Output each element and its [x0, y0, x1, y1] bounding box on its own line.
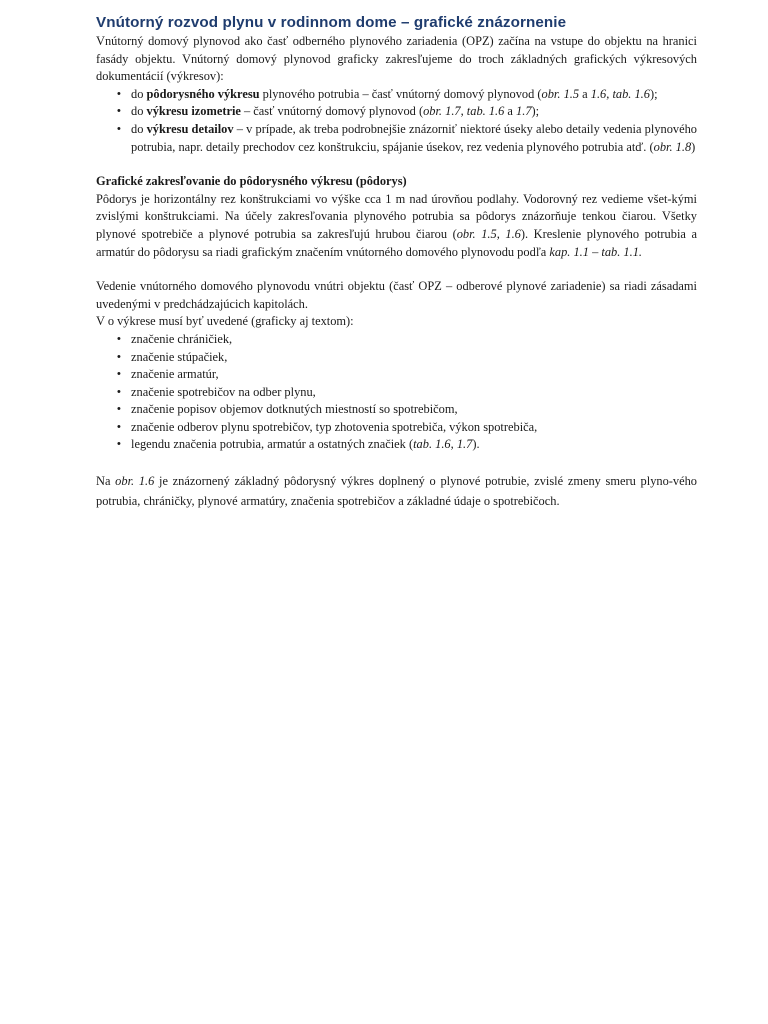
list-item: • značenie armatúr, [96, 366, 697, 384]
list-item: • do výkresu detailov – v prípade, ak treba podrobnejšie znázorniť niektoré úseky alebo detaily vedenia plynového potrubia, napr. detaily prechodov cez konštrukciu, spájanie úsekov, rez vedenia plynového potrubia atď. (obr. 1.8) [96, 121, 697, 156]
spacer [96, 454, 697, 471]
list-item: • značenie spotrebičov na odber plynu, [96, 384, 697, 402]
document-content [96, 13, 697, 511]
requirements-list [96, 331, 697, 454]
paragraph-requirements: V o výkrese musí byť uvedené (graficky aj textom): [96, 314, 354, 329]
list-item: • legendu značenia potrubia, armatúr a ostatných značiek (tab. 1.6, 1.7). [96, 436, 697, 454]
list-item: • do výkresu izometrie – časť vnútorný domový plynovod (obr. 1.7, tab. 1.6 a 1.7); [96, 103, 697, 121]
section-paragraph: Pôdorys je horizontálny rez konštrukciami vo výške cca 1 m nad úrovňou podlahy. Vodorovný rez vedieme všet-kými zvislými konštrukciami. Na účely zakresľovania plynového potrubia sa pôdorys znázorňuje tenkou čiarou. Všetky plynové spotrebiče a plynové potrubia sa zakresľujú hrubou čiarou (obr. 1.5, 1.6). Kreslenie plynového potrubia a armatúr do pôdorysu sa riadi grafickým značením vnútorného domového plynovodu podľa kap. 1.1 – tab. 1.1. [96, 191, 697, 259]
drawing-types-list [96, 86, 697, 156]
final-paragraph: Na obr. 1.6 je znázornený základný pôdorysný výkres doplnený o plynové potrubie, zvislé zmeny smeru plyno-vého potrubia, chráničky, plynové armatúry, značenia spotrebičov a základné údaje o spotrebičoch. [96, 474, 697, 509]
list-item: • značenie popisov objemov dotknutých miestností so spotrebičom, [96, 401, 697, 419]
paragraph-routing: Vedenie vnútorného domového plynovodu vnútri objektu (časť OPZ – odberové plynové zariadenie) sa riadi zásadami uvedenými v predchádzajúcich kapitolách. [96, 279, 697, 311]
list-item: • značenie odberov plynu spotrebičov, typ zhotovenia spotrebiča, výkon spotrebiča, [96, 419, 697, 437]
page-title: Vnútorný rozvod plynu v rodinnom dome – grafické znázornenie [96, 14, 567, 31]
list-item: • značenie stúpačiek, [96, 349, 697, 367]
intro-paragraph: Vnútorný domový plynovod ako časť odberného plynového zariadenia (OPZ) začína na vstupe do objektu na hranici fasády objektu. Vnútorný domový plynovod graficky zakresľujeme do troch základných grafických výkresových dokumentácií (výkresov): [96, 34, 697, 84]
spacer [96, 156, 697, 173]
list-item: • značenie chráničiek, [96, 331, 697, 349]
spacer [96, 261, 697, 278]
section-heading: Grafické zakresľovanie do pôdorysného výkresu (pôdorys) [96, 174, 407, 189]
list-item: • do pôdorysného výkresu plynového potrubia – časť vnútorný domový plynovod (obr. 1.5 a 1.6, tab. 1.6); [96, 86, 697, 104]
